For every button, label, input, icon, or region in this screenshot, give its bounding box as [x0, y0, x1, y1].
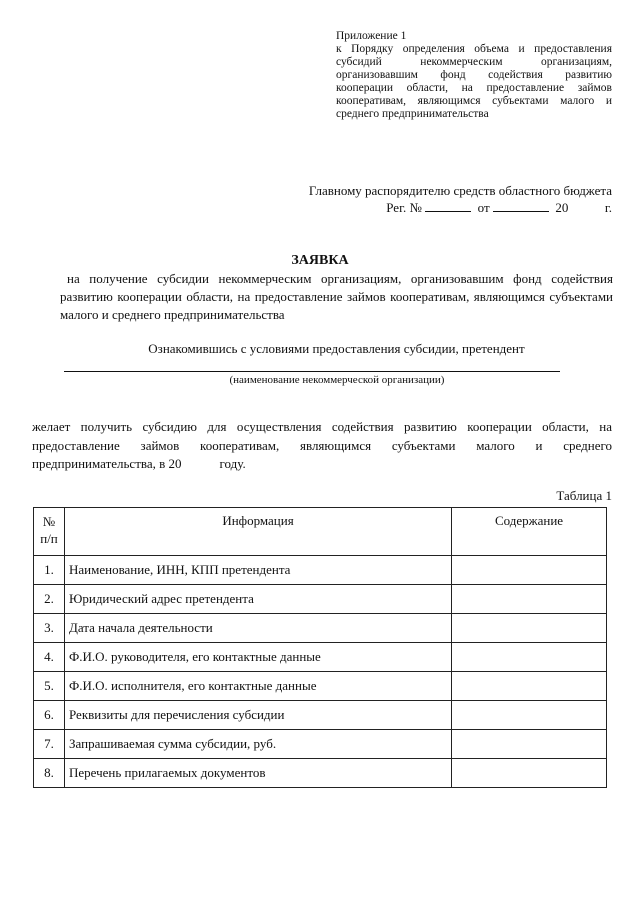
- header-number-line2: п/п: [40, 531, 58, 546]
- appendix-text: к Порядку определения объема и предоставления субсидий некоммерческим организациям, организовавшим фонд содействия развитию кооперации области, на предоставление займов кооперативам, являющимся субъектами малого и среднего предпринимательства: [336, 43, 612, 120]
- table-caption: Таблица 1: [556, 488, 612, 503]
- row-number: 6.: [34, 701, 65, 730]
- row-information: Перечень прилагаемых документов: [65, 759, 452, 788]
- table-header-row: [34, 508, 607, 556]
- row-information: Реквизиты для перечисления субсидии: [65, 701, 452, 730]
- document-title: ЗАЯВКА: [291, 253, 349, 268]
- row-number: 3.: [34, 614, 65, 643]
- row-information: Дата начала деятельности: [65, 614, 452, 643]
- row-information: Ф.И.О. исполнителя, его контактные данные: [65, 672, 452, 701]
- row-number: 5.: [34, 672, 65, 701]
- row-content-cell[interactable]: [452, 556, 607, 585]
- header-number: [34, 508, 65, 556]
- addressee-line: Главному распорядителю средств областного бюджета: [308, 183, 612, 198]
- header-content: Содержание: [452, 508, 607, 556]
- row-number: 2.: [34, 585, 65, 614]
- table-row: [34, 614, 607, 643]
- request-year-suffix: году.: [219, 456, 246, 471]
- table-row: [34, 759, 607, 788]
- row-information: Ф.И.О. руководителя, его контактные данные: [65, 643, 452, 672]
- organization-name-blank[interactable]: [64, 371, 560, 372]
- row-number: 8.: [34, 759, 65, 788]
- header-number-line1: №: [42, 514, 56, 529]
- registration-line: [212, 199, 612, 216]
- request-text: желает получить субсидию для осуществления содействия развитию кооперации области, на предоставление займов кооперативам, являющимся субъектами малого и среднего предпринимательства, в 20: [32, 419, 612, 471]
- reg-number-label: Рег. №: [386, 200, 422, 215]
- row-information: Наименование, ИНН, КПП претендента: [65, 556, 452, 585]
- row-content-cell[interactable]: [452, 759, 607, 788]
- row-information: Запрашиваемая сумма субсидии, руб.: [65, 730, 452, 759]
- table-row: [34, 701, 607, 730]
- reg-year-prefix: 20: [555, 200, 569, 215]
- row-content-cell[interactable]: [452, 643, 607, 672]
- row-content-cell[interactable]: [452, 585, 607, 614]
- reg-year-suffix: г.: [604, 200, 612, 215]
- addressee-block: [212, 182, 612, 216]
- row-information: Юридический адрес претендента: [65, 585, 452, 614]
- row-content-cell[interactable]: [452, 672, 607, 701]
- reg-date-blank[interactable]: [493, 199, 549, 212]
- header-information: Информация: [65, 508, 452, 556]
- table-row: [34, 643, 607, 672]
- table-row: [34, 585, 607, 614]
- appendix-title: Приложение 1: [336, 30, 407, 42]
- table-row: [34, 672, 607, 701]
- intro-text: Ознакомившись с условиями предоставления субсидии, претендент: [148, 341, 525, 356]
- appendix-block: [336, 30, 612, 121]
- row-content-cell[interactable]: [452, 701, 607, 730]
- request-statement: [32, 418, 612, 474]
- reg-date-label: от: [477, 200, 490, 215]
- document-subtitle: на получение субсидии некоммерческим организациям, организовавшим фонд содействия развитию кооперации области, на предоставление займов кооперативам, являющимся субъектами малого и среднего предпринимательства: [60, 271, 613, 322]
- table-row: [34, 556, 607, 585]
- reg-number-blank[interactable]: [425, 199, 471, 212]
- organization-name-hint: (наименование некоммерческой организации): [229, 374, 445, 386]
- row-number: 7.: [34, 730, 65, 759]
- row-number: 1.: [34, 556, 65, 585]
- information-table: [33, 507, 607, 788]
- row-number: 4.: [34, 643, 65, 672]
- table-row: [34, 730, 607, 759]
- row-content-cell[interactable]: [452, 730, 607, 759]
- row-content-cell[interactable]: [452, 614, 607, 643]
